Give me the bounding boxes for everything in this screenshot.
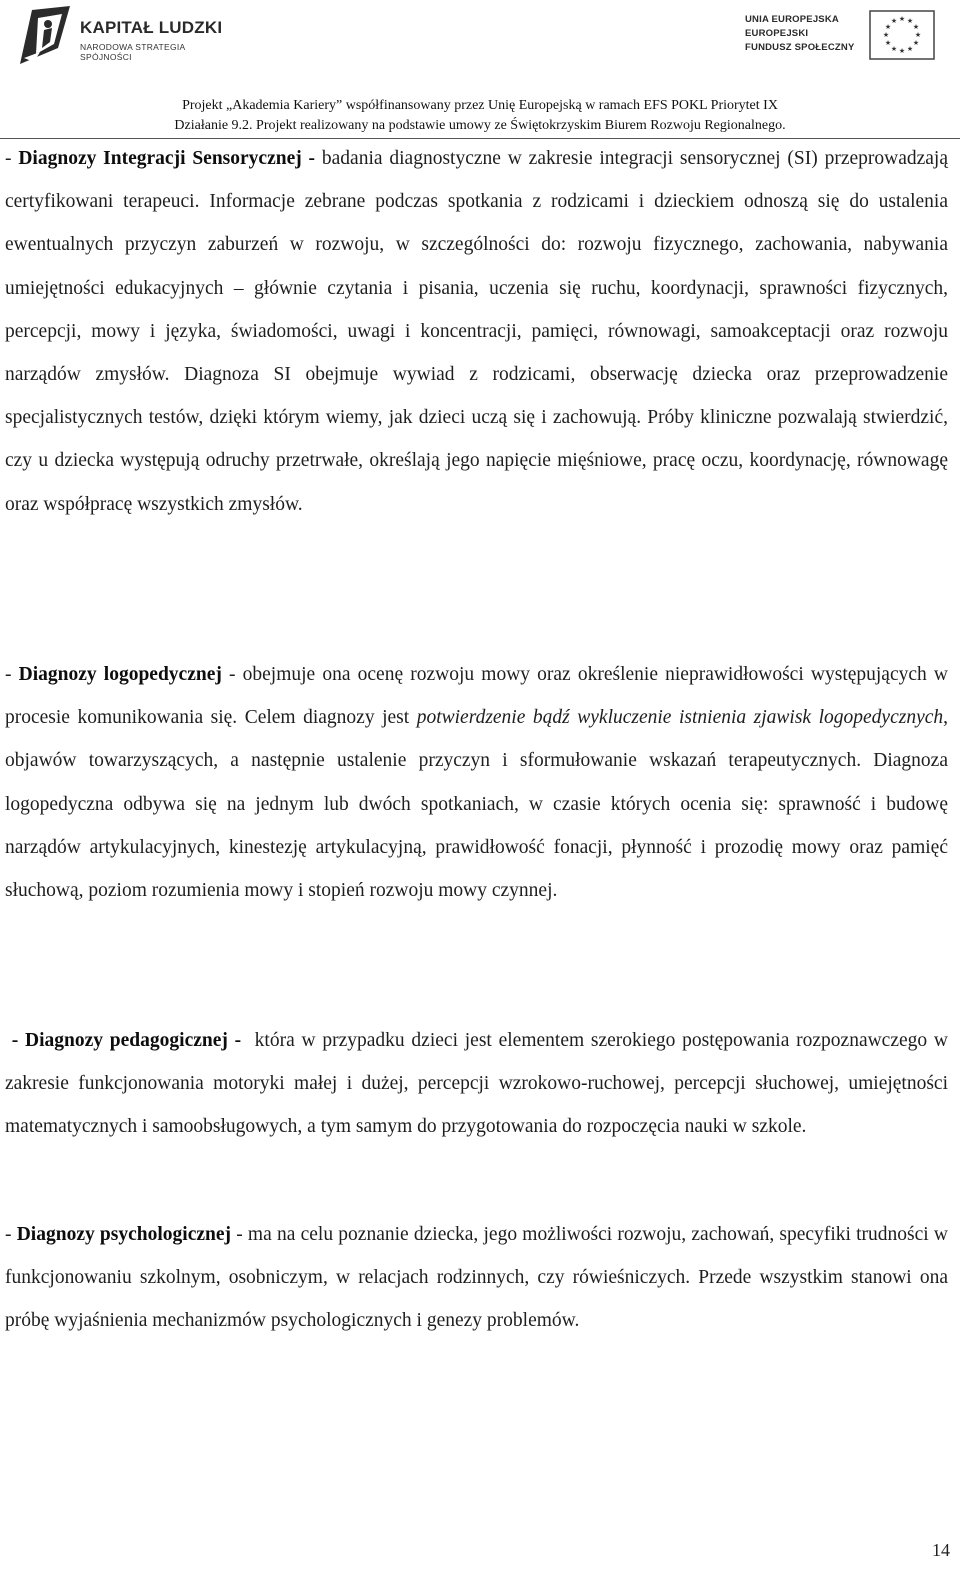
svg-text:★: ★ — [898, 15, 906, 23]
section-body: - ma na celu poznanie dziecka, jego możliwości rozwoju, zachowań, specyfiki trudności w funkcjonowaniu szkolnym, osobniczym, w relacjach rodzinnych, czy rówieśniczych. Przede wszystkim stanowi ona próbę wyjaśnienia mechanizmów psychologicznych i genezy problemów. — [5, 1224, 948, 1332]
section-prefix: - — [5, 148, 19, 169]
kapital-ludzki-logo — [18, 4, 228, 66]
eu-logo-line-3: FUNDUSZ SPOŁECZNY — [745, 42, 855, 53]
header-project-line: Projekt „Akademia Kariery” współfinansowany przez Unię Europejską w ramach EFS POKL Priorytet IX — [182, 98, 778, 113]
page-number: 14 — [932, 1540, 950, 1560]
section-logopedyczna — [5, 653, 948, 912]
section-prefix: - — [5, 664, 19, 685]
section-emphasis: potwierdzenie bądź wykluczenie istnienia zjawisk logopedycznych — [416, 707, 944, 729]
section-pedagogiczna — [5, 1019, 953, 1149]
section-body: badania diagnostyczne w zakresie integracji sensorycznej (SI) przeprowadzają certyfikowani terapeuci. Informacje zebrane podczas spotkania z rodzicami i dzieckiem odnoszą się do ustalenia ewentualnych przyczyn zaburzeń w rozwoju, w szczególności do: rozwoju fizycznego, zachowania, nabywania umiejętności edukacyjnych – głównie czytania i pisania, uczenia się ruchu, koordynacji, sprawności fizycznych, percepcji, mowy i języka, świadomości, uwagi i koncentracji, pamięci, równowagi, samoakceptacji oraz rozwoju narządów zmysłów. Diagnoza SI obejmuje wywiad z rodzicami, obserwację dziecka oraz przeprowadzenie specjalistycznych testów, dzięki którym wiemy, jak dzieci uczą się i zachowują. Próby kliniczne pozwalają stwierdzić, czy u dziecka występują odruchy przetrwałe, określają jego napięcie mięśniowe, pracę oczu, koordynację, równowagę oraz współpracę wszystkich zmysłów. — [5, 148, 948, 515]
svg-text:★: ★ — [884, 39, 892, 47]
eu-logo-line-1: UNIA EUROPEJSKA — [745, 14, 839, 25]
svg-text:★: ★ — [882, 31, 890, 39]
svg-text:★: ★ — [890, 17, 898, 25]
section-prefix: - — [5, 1224, 17, 1245]
eu-logo — [745, 10, 945, 62]
section-heading: Diagnozy Integracji Sensorycznej - — [18, 148, 316, 169]
eu-logo-line-2: EUROPEJSKI — [745, 28, 809, 39]
svg-text:★: ★ — [914, 31, 922, 39]
svg-text:★: ★ — [906, 17, 914, 25]
svg-text:★: ★ — [906, 45, 914, 53]
logo-title: KAPITAŁ LUDZKI — [80, 18, 223, 37]
section-integracja-sensoryczna — [5, 137, 948, 526]
section-heading: Diagnozy psychologicznej — [16, 1224, 232, 1245]
svg-text:★: ★ — [898, 47, 906, 55]
svg-text:★: ★ — [890, 45, 898, 53]
section-heading: Diagnozy logopedycznej — [18, 664, 222, 685]
section-body: która w przypadku dzieci jest elementem szerokiego postępowania rozpoznawczego w zakresie funkcjonowania motoryki małej i dużej, percepcji wzrokowo-ruchowej, percepcji słuchowej, umiejętności matematycznych i samoobsługowych, a tym samym do przygotowania do rozpoczęcia nauki w szkole. — [5, 1030, 953, 1138]
section-heading: - Diagnozy pedagogicznej - — [5, 1030, 242, 1051]
svg-text:★: ★ — [912, 23, 920, 31]
section-body-continued: , objawów towarzyszących, a następnie ustalenie przyczyn i sformułowanie wskazań terapeutycznych. Diagnoza logopedyczna odbywa się na jednym lub dwóch spotkaniach, w czasie których ocenia się: sprawność i budowę narządów artykulacyjnych, kinestezję artykulacyjną, prawidłowość fonacji, płynność i prozodię mowy oraz pamięć słuchową, poziom rozumienia mowy i stopień rozwoju mowy czynnej. — [5, 707, 948, 902]
logo-subtitle: NARODOWA STRATEGIA SPÓJNOŚCI — [80, 42, 186, 62]
kapital-ludzki-emblem-icon — [18, 4, 76, 66]
eu-flag-icon — [869, 10, 935, 60]
svg-text:★: ★ — [912, 39, 920, 47]
page-header — [0, 0, 960, 140]
section-body: - obejmuje ona ocenę rozwoju mowy oraz określenie nieprawidłowości występujących w procesie komunikowania się. Celem diagnozy jest — [5, 664, 948, 729]
svg-text:★: ★ — [884, 23, 892, 31]
section-psychologiczna — [5, 1213, 948, 1343]
header-action-line: Działanie 9.2. Projekt realizowany na podstawie umowy ze Świętokrzyskim Biurem Rozwoju Regionalnego. — [174, 118, 786, 133]
